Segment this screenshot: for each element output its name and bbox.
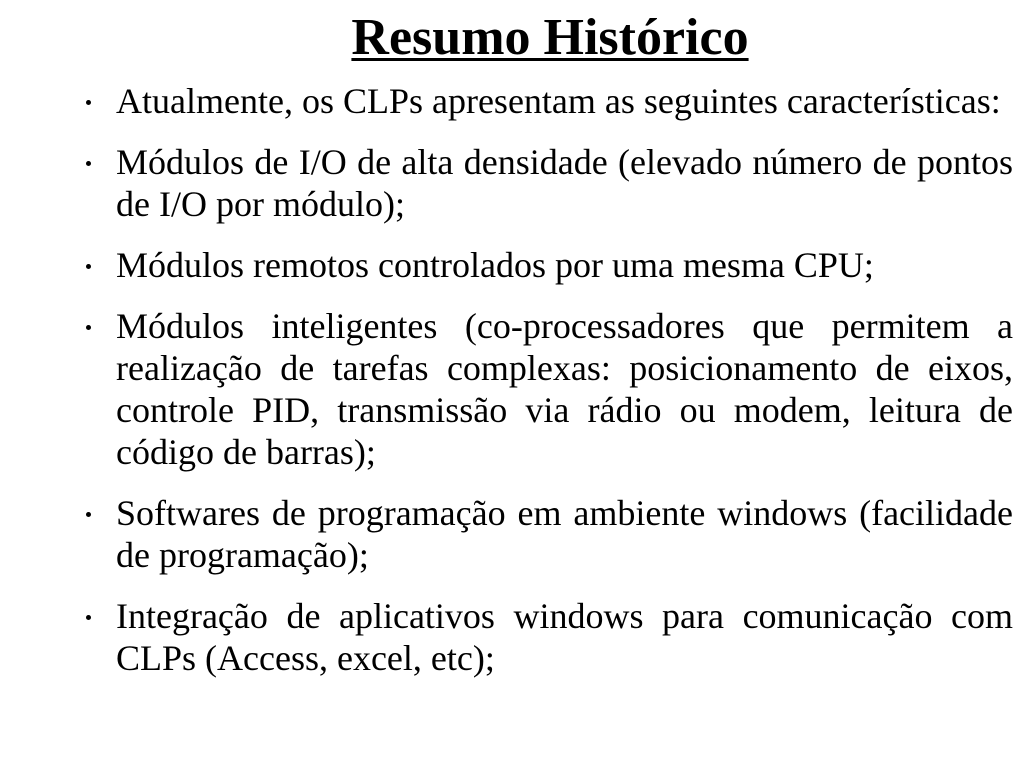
bullet-item (116, 595, 1013, 679)
bullet-item (116, 141, 1013, 225)
bullet-item (116, 244, 1013, 286)
bullet-item (116, 492, 1013, 576)
bullet-text: Módulos remotos controlados por uma mesma CPU; (116, 245, 874, 285)
bullet-item (116, 305, 1013, 473)
slide-title: Resumo Histórico (351, 9, 749, 66)
bullet-text: Integração de aplicativos windows para comunicação com CLPs (Access, excel, etc); (116, 596, 1013, 678)
bullet-dot-icon (86, 512, 91, 517)
bullet-dot-icon (86, 325, 91, 330)
bullet-list (116, 80, 1013, 698)
bullet-dot-icon (86, 615, 91, 620)
bullet-text: Atualmente, os CLPs apresentam as seguintes características: (116, 81, 1001, 121)
bullet-text: Módulos de I/O de alta densidade (elevado número de pontos de I/O por módulo); (116, 142, 1013, 224)
bullet-dot-icon (86, 264, 91, 269)
bullet-text: Softwares de programação em ambiente windows (facilidade de programação); (116, 493, 1013, 575)
bullet-dot-icon (86, 161, 91, 166)
bullet-text: Módulos inteligentes (co-processadores que permitem a realização de tarefas complexas: posicionamento de eixos, controle PID, transmissão via rádio ou modem, leitura de código de barras); (116, 306, 1013, 472)
bullet-item (116, 80, 1013, 122)
bullet-dot-icon (86, 100, 91, 105)
